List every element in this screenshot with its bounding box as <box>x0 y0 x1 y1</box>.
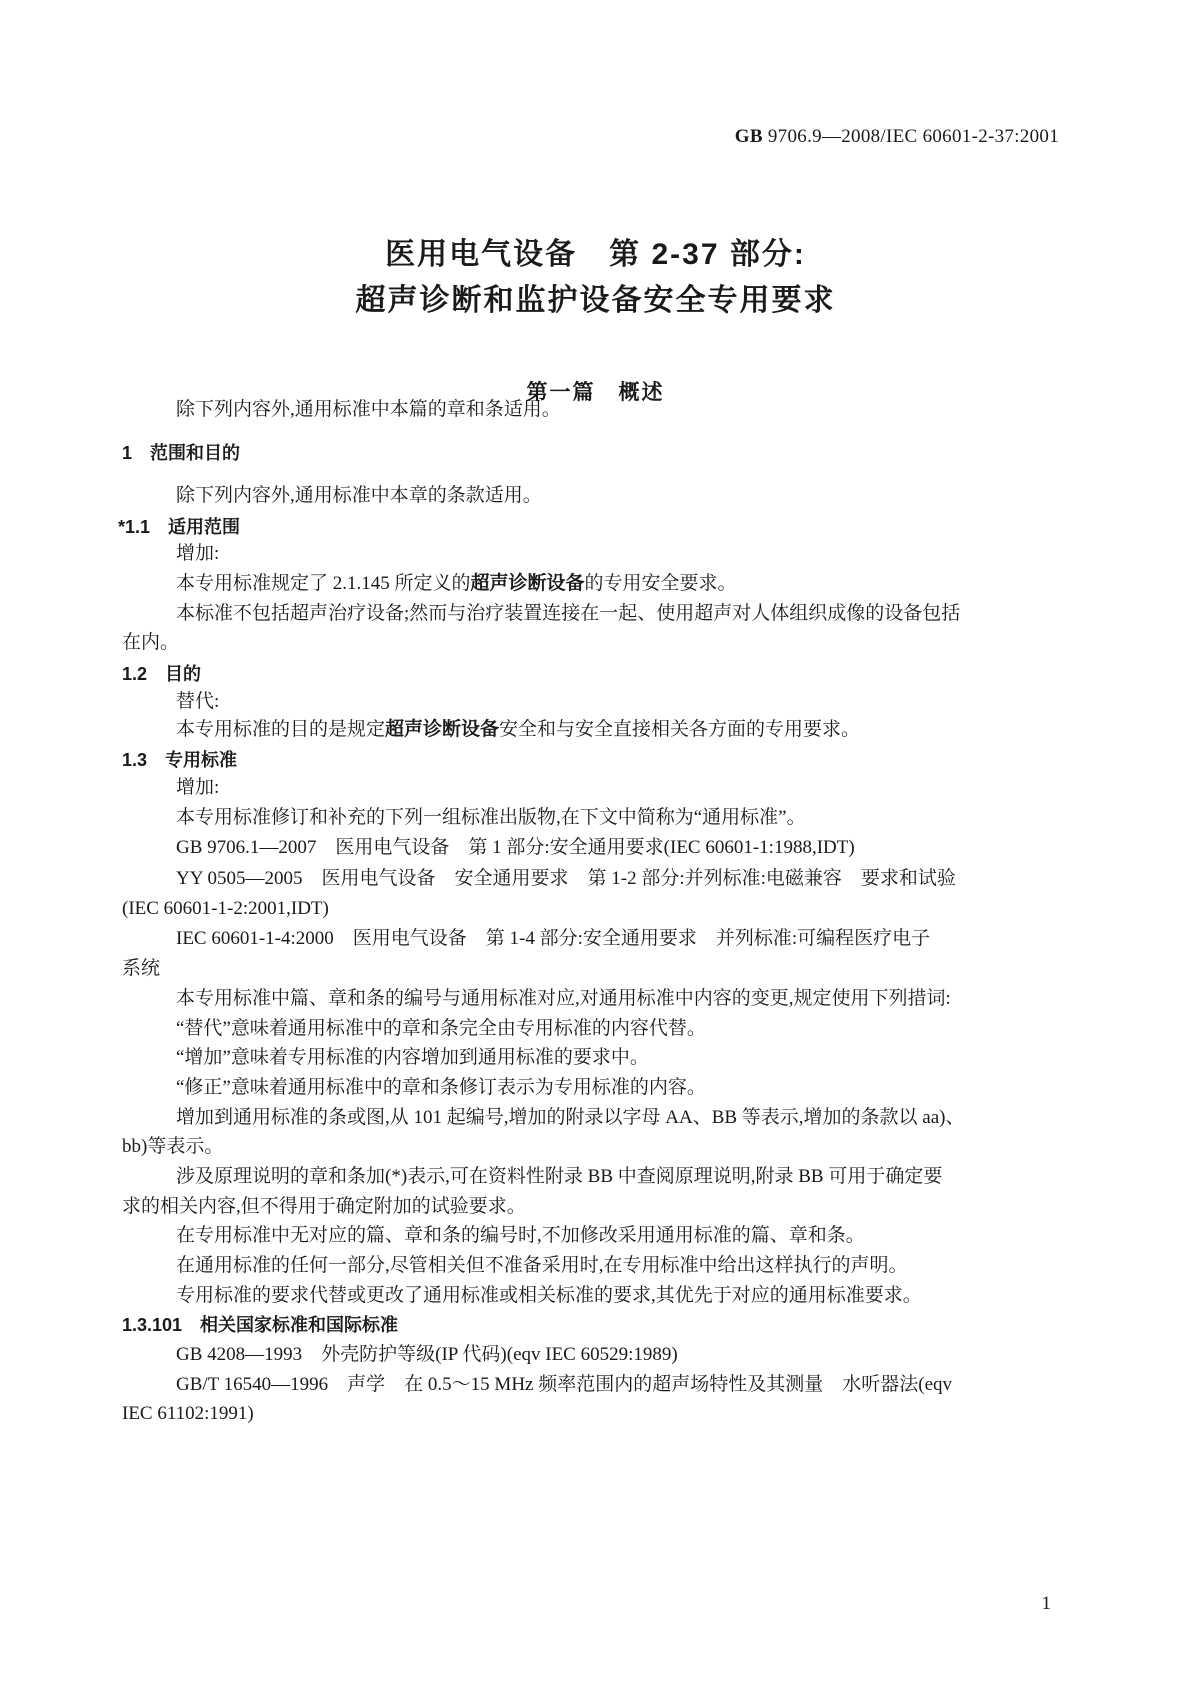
text-run: 的专用安全要求。 <box>584 573 737 594</box>
text-run: 本专用标准的目的是规定 <box>176 719 386 740</box>
section-1-3-paragraph-6-line-1: 增加到通用标准的条或图,从 101 起编号,增加的附录以字母 AA、BB 等表示,增加的条款以 aa)、 <box>176 1107 965 1128</box>
standard-number <box>735 126 1059 148</box>
text-run: 本专用标准规定了 2.1.145 所定义的 <box>176 573 471 594</box>
reference-iec-60601-1-4-line-1: IEC 60601-1-4:2000 医用电气设备 第 1-4 部分:安全通用要求 并列标准:可编程医疗电子 <box>176 928 931 949</box>
defined-term: 超声诊断设备 <box>385 719 500 740</box>
reference-yy-0505-line-2: (IEC 60601-1-2:2001,IDT) <box>122 898 329 919</box>
section-1-3-paragraph-8: 在专用标准中无对应的篇、章和条的编号时,不加修改采用通用标准的篇、章和条。 <box>176 1225 865 1246</box>
section-1-3-101-heading: 1.3.101 相关国家标准和国际标准 <box>122 1315 399 1335</box>
title-line-2: 超声诊断和监护设备安全专用要求 <box>355 284 836 317</box>
section-1-2-heading: 1.2 目的 <box>122 664 202 684</box>
text-run: 安全和与安全直接相关各方面的专用要求。 <box>499 719 861 740</box>
section-1-2-replace-label: 替代: <box>176 691 220 712</box>
section-1-3-paragraph-6-line-2: bb)等表示。 <box>122 1136 224 1157</box>
section-1-1-paragraph-2-line-2: 在内。 <box>122 632 180 653</box>
section-1-3-paragraph-4: “增加”意味着专用标准的内容增加到通用标准的要求中。 <box>176 1047 649 1068</box>
defined-term: 超声诊断设备 <box>470 573 585 594</box>
section-1-3-paragraph-7-line-1: 涉及原理说明的章和条加(*)表示,可在资料性附录 BB 中查阅原理说明,附录 BB 可用于确定要 <box>176 1166 943 1187</box>
section-1-3-paragraph-5: “修正”意味着通用标准中的章和条修订表示为专用标准的内容。 <box>176 1077 706 1098</box>
standard-number-gb: GB <box>734 126 763 147</box>
section-1-3-paragraph-9: 在通用标准的任何一部分,尽管相关但不准备采用时,在专用标准中给出这样执行的声明。 <box>176 1255 908 1276</box>
section-1-heading: 1 范围和目的 <box>122 443 241 463</box>
section-1-3-paragraph-1: 本专用标准修订和补充的下列一组标准出版物,在下文中简称为“通用标准”。 <box>176 807 806 828</box>
standard-number-rest: 9706.9—2008/IEC 60601-2-37:2001 <box>762 126 1059 147</box>
section-1-1-paragraph-1 <box>176 571 737 597</box>
page-number: 1 <box>1041 1593 1051 1614</box>
section-1-3-paragraph-3: “替代”意味着通用标准中的章和条完全由专用标准的内容代替。 <box>176 1018 706 1039</box>
reference-gb-4208: GB 4208—1993 外壳防护等级(IP 代码)(eqv IEC 60529:1989) <box>176 1344 678 1365</box>
reference-iec-60601-1-4-line-2: 系统 <box>122 958 161 979</box>
title-line-1: 医用电气设备 第 2-37 部分: <box>385 238 806 271</box>
section-1-3-heading: 1.3 专用标准 <box>122 750 238 770</box>
section-1-3-paragraph-2: 本专用标准中篇、章和条的编号与通用标准对应,对通用标准中内容的变更,规定使用下列措词: <box>176 988 951 1009</box>
section-1-1-add-label: 增加: <box>176 543 220 564</box>
section-1-text: 除下列内容外,通用标准中本章的条款适用。 <box>176 485 542 506</box>
section-1-3-add-label: 增加: <box>176 777 220 798</box>
reference-gb-t-16540-line-2: IEC 61102:1991) <box>122 1403 254 1424</box>
reference-gb-9706-1: GB 9706.1—2007 医用电气设备 第 1 部分:安全通用要求(IEC 60601-1:1988,IDT) <box>176 837 855 858</box>
section-1-1-paragraph-2-line-1: 本标准不包括超声治疗设备;然而与治疗装置连接在一起、使用超声对人体组织成像的设备包括 <box>176 603 961 624</box>
section-1-3-paragraph-10: 专用标准的要求代替或更改了通用标准或相关标准的要求,其优先于对应的通用标准要求。 <box>176 1285 922 1306</box>
document-title <box>0 232 1191 324</box>
reference-gb-t-16540-line-1: GB/T 16540—1996 声学 在 0.5～15 MHz 频率范围内的超声场特性及其测量 水听器法(eqv <box>176 1374 952 1395</box>
section-1-2-paragraph <box>176 717 860 743</box>
intro-paragraph: 除下列内容外,通用标准中本篇的章和条适用。 <box>176 399 561 420</box>
part-heading: 第一篇 概述 <box>526 381 665 404</box>
section-1-1-heading: *1.1 适用范围 <box>118 517 241 537</box>
section-1-3-paragraph-7-line-2: 求的相关内容,但不得用于确定附加的试验要求。 <box>122 1196 526 1217</box>
reference-yy-0505-line-1: YY 0505—2005 医用电气设备 安全通用要求 第 1-2 部分:并列标准:电磁兼容 要求和试验 <box>176 868 956 889</box>
